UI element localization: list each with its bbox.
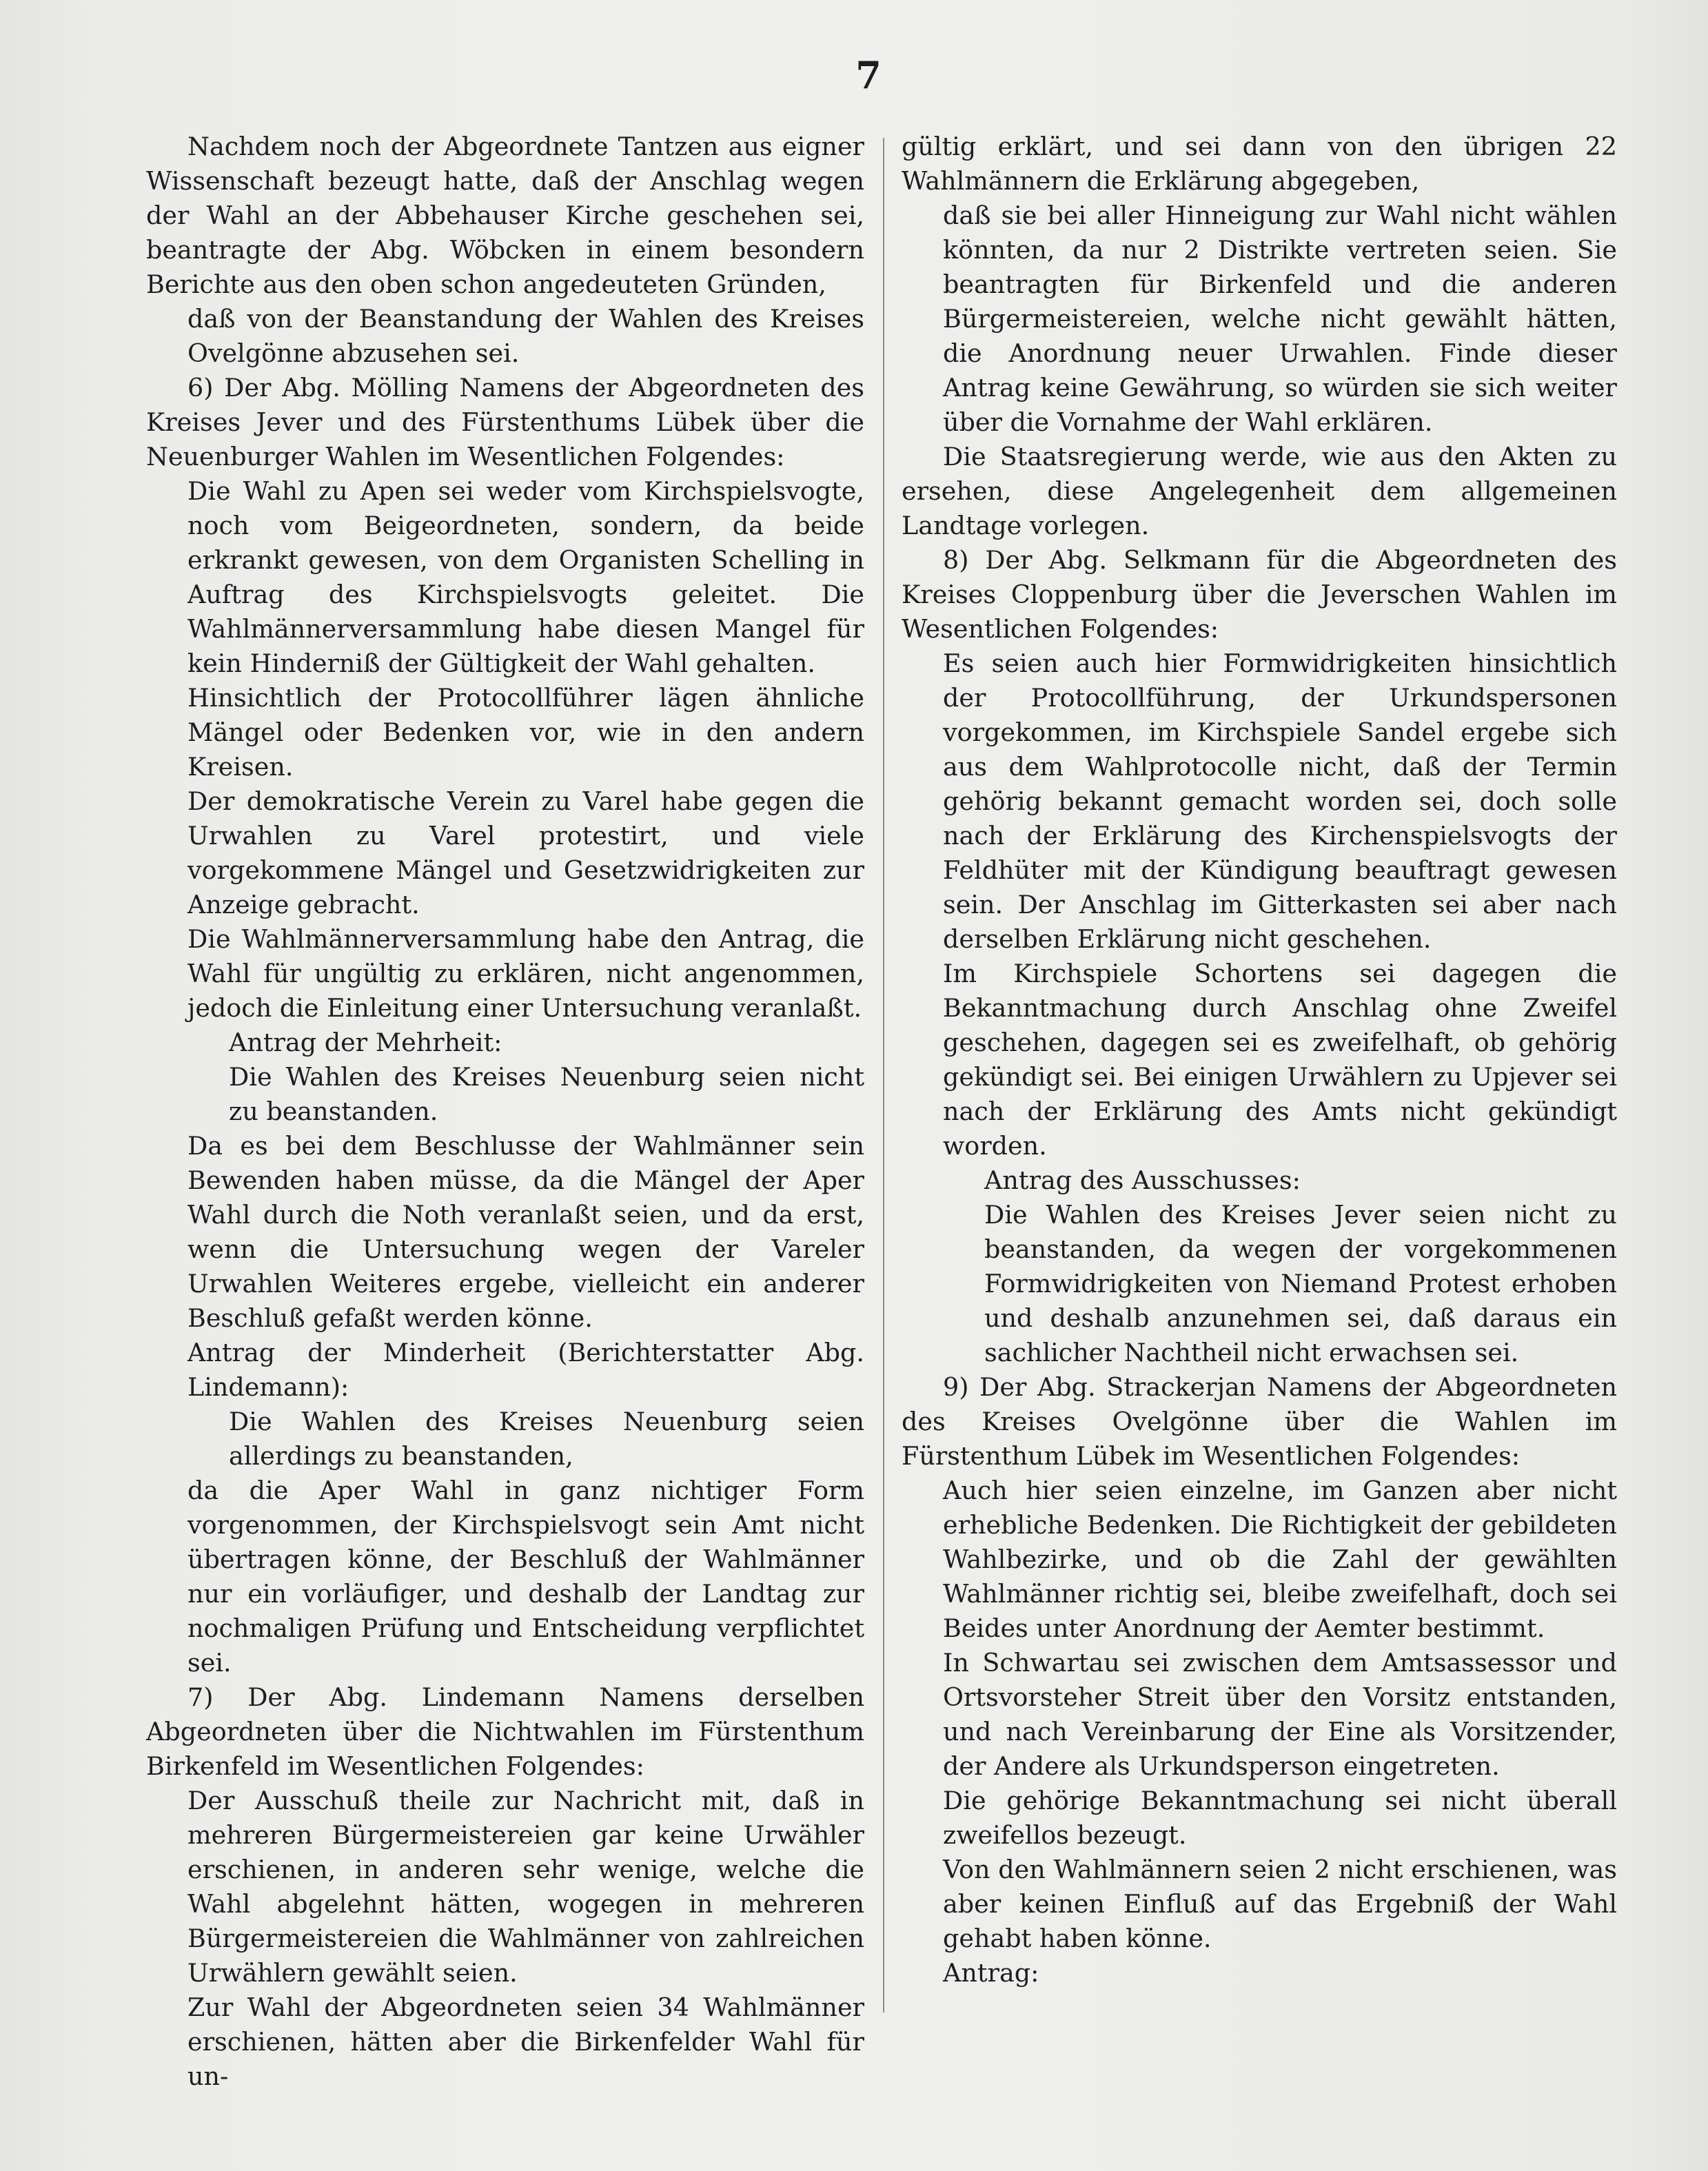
section-9-heading: 9) Der Abg. Strackerjan Namens der Abgeordneten des Kreises Ovelgönne über die Wahlen im Fürstenthum Lübek im Wesentlichen Folgendes: bbox=[902, 1372, 1617, 1471]
paragraph: Von den Wahlmännern seien 2 nicht erschienen, was aber keinen Einfluß auf das Ergebniß der Wahl gehabt haben könne. bbox=[943, 1855, 1617, 1953]
paragraph: Da es bei dem Beschlusse der Wahlmänner sein Bewenden haben müsse, da die Mängel der Aper Wahl durch die Noth veranlaßt seien, und da erst, wenn die Untersuchung wegen der Vareler Urwahlen Weiteres ergebe, vielleicht ein anderer Beschluß gefaßt werden könne. bbox=[187, 1131, 864, 1333]
paragraph: Zur Wahl der Abgeordneten seien 34 Wahlmänner erschienen, hätten aber die Birkenfelder Wahl für un- bbox=[187, 1992, 864, 2091]
paragraph: Hinsichtlich der Protocollführer lägen ähnliche Mängel oder Bedenken vor, wie in den andern Kreisen. bbox=[187, 683, 864, 782]
paragraph: Nachdem noch der Abgeordnete Tantzen aus eigner Wissenschaft bezeugt hatte, daß der Anschlag wegen der Wahl an der Abbehauser Kirche geschehen sei, beantragte der Abg. Wöbcken in einem besondern Berichte aus den oben schon angedeuteten Gründen, bbox=[146, 132, 864, 299]
motion-text: Die Wahlen des Kreises Neuenburg seien allerdings zu beanstanden, bbox=[229, 1407, 864, 1471]
section-7-heading: 7) Der Abg. Lindemann Namens derselben Abgeordneten über die Nichtwahlen im Fürstenthum Birkenfeld im Wesentlichen Folgendes: bbox=[146, 1682, 864, 1781]
paragraph: Die gehörige Bekanntmachung sei nicht überall zweifellos bezeugt. bbox=[943, 1786, 1617, 1850]
motion-text: daß sie bei aller Hinneigung zur Wahl nicht wählen könnten, da nur 2 Distrikte vertreten seien. Sie beantragten für Birkenfeld und die anderen Bürgermeistereien, welche nicht gewählt hätten, die Anordnung neuer Urwahlen. Finde dieser Antrag keine Gewährung, so würden sie sich weiter über die Vornahme der Wahl erklären. bbox=[943, 201, 1617, 437]
motion-text: Die Wahlen des Kreises Neuenburg seien nicht zu beanstanden. bbox=[229, 1062, 864, 1126]
motion-text: daß von der Beanstandung der Wahlen des Kreises Ovelgönne abzusehen sei. bbox=[187, 304, 864, 368]
paragraph: da die Aper Wahl in ganz nichtiger Form vorgenommen, der Kirchspielsvogt sein Amt nicht übertragen könne, der Beschluß der Wahlmänner nur ein vorläufiger, und deshalb der Landtag zur nochmaligen Prüfung und Entscheidung verpflichtet sei. bbox=[187, 1476, 864, 1678]
paragraph: Die Wahlmännerversammlung habe den Antrag, die Wahl für ungültig zu erklären, nicht angenommen, jedoch die Einleitung einer Untersuchung veranlaßt. bbox=[187, 924, 864, 1023]
motion-label: Antrag: bbox=[943, 1958, 1039, 1988]
paragraph: Es seien auch hier Formwidrigkeiten hinsichtlich der Protocollführung, der Urkundspersonen vorgekommen, im Kirchspiele Sandel ergebe sich aus dem Wahlprotocolle nicht, daß der Termin gehörig bekannt gemacht worden sei, doch solle nach der Erklärung des Kirchenspielsvogts der Feldhüter mit der Kündigung beauftragt gewesen sein. Der Anschlag im Gitterkasten sei aber nach derselben Erklärung nicht geschehen. bbox=[943, 649, 1617, 954]
paragraph: Im Kirchspiele Schortens sei dagegen die Bekanntmachung durch Anschlag ohne Zweifel geschehen, dagegen sei es zweifelhaft, ob gehörig gekündigt sei. Bei einigen Urwählern zu Upjever sei nach der Erklärung des Amts nicht gekündigt worden. bbox=[943, 959, 1617, 1161]
motion-label: Antrag des Ausschusses: bbox=[984, 1165, 1301, 1195]
section-8-heading: 8) Der Abg. Selkmann für die Abgeordneten des Kreises Cloppenburg über die Jeverschen Wahlen im Wesentlichen Folgendes: bbox=[902, 545, 1617, 644]
motion-label: Antrag der Mehrheit: bbox=[229, 1028, 502, 1057]
paragraph: Der Ausschuß theile zur Nachricht mit, daß in mehreren Bürgermeistereien gar keine Urwähler erschienen, in anderen sehr wenige, welche die Wahl abgelehnt hätten, wogegen in mehreren Bürgermeistereien die Wahlmänner von zahlreichen Urwählern gewählt seien. bbox=[187, 1786, 864, 1988]
column-divider bbox=[883, 138, 884, 2012]
left-column bbox=[146, 130, 864, 2094]
paragraph: In Schwartau sei zwischen dem Amtsassessor und Ortsvorsteher Streit über den Vorsitz entstanden, und nach Vereinbarung der Eine als Vorsitzender, der Andere als Urkundsperson eingetreten. bbox=[943, 1648, 1617, 1781]
paragraph: Der demokratische Verein zu Varel habe gegen die Urwahlen zu Varel protestirt, und viele vorgekommene Mängel und Gesetzwidrigkeiten zur Anzeige gebracht. bbox=[187, 786, 864, 919]
paragraph: Auch hier seien einzelne, im Ganzen aber nicht erhebliche Bedenken. Die Richtigkeit der gebildeten Wahlbezirke, und ob die Zahl der gewählten Wahlmänner richtig sei, bleibe zweifelhaft, doch sei Beides unter Anordnung der Aemter bestimmt. bbox=[943, 1476, 1617, 1643]
section-6-heading: 6) Der Abg. Mölling Namens der Abgeordneten des Kreises Jever und des Fürstenthums Lübek über die Neuenburger Wahlen im Wesentlichen Folgendes: bbox=[146, 373, 864, 471]
motion-label: Antrag der Minderheit (Berichterstatter Abg. Lindemann): bbox=[187, 1338, 864, 1402]
right-column bbox=[902, 130, 1617, 1990]
paragraph: Die Wahl zu Apen sei weder vom Kirchspielsvogte, noch vom Beigeordneten, sondern, da beide erkrankt gewesen, von dem Organisten Schelling in Auftrag des Kirchspielsvogts geleitet. Die Wahlmännerversammlung habe diesen Mangel für kein Hinderniß der Gültigkeit der Wahl gehalten. bbox=[187, 476, 864, 678]
motion-text: Die Wahlen des Kreises Jever seien nicht zu beanstanden, da wegen der vorgekommenen Formwidrigkeiten von Niemand Protest erhoben und deshalb anzunehmen sei, daß daraus ein sachlicher Nachtheil nicht erwachsen sei. bbox=[984, 1200, 1617, 1367]
paragraph: Die Staatsregierung werde, wie aus den Akten zu ersehen, diese Angelegenheit dem allgemeinen Landtage vorlegen. bbox=[902, 442, 1617, 540]
page-number: 7 bbox=[855, 53, 882, 97]
paragraph: gültig erklärt, und sei dann von den übrigen 22 Wahlmännern die Erklärung abgegeben, bbox=[902, 132, 1617, 196]
